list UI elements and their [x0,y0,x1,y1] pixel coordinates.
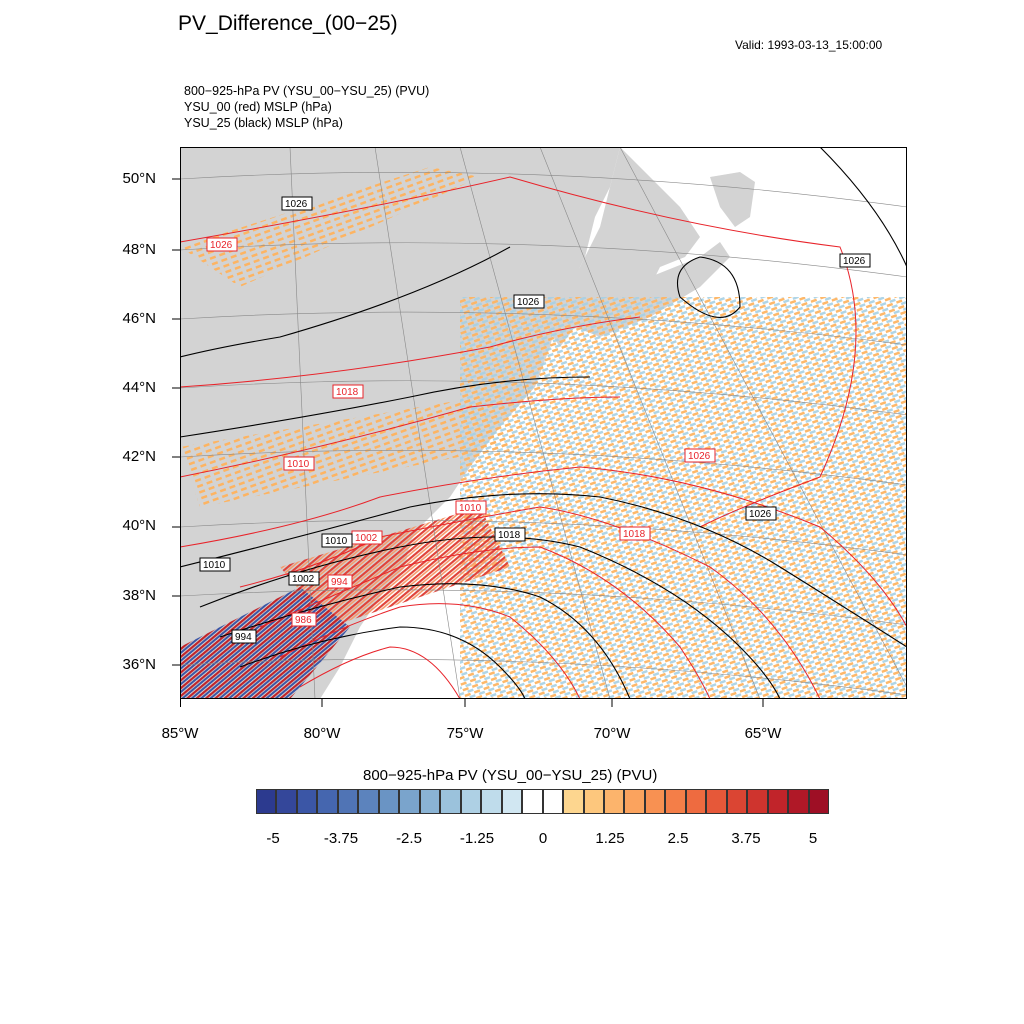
colorbar-swatch [747,789,767,814]
label-red-986 [292,613,316,626]
lon-ticks [180,699,907,713]
label-red-1002 [352,531,382,544]
label-red-1018-a [333,385,363,398]
svg-text:1026: 1026 [749,509,772,520]
colorbar-tick-label: 3.75 [731,830,761,847]
lat-label-44n: 44°N [122,379,156,396]
label-black-1026-c [840,254,870,267]
colorbar [256,789,829,814]
colorbar-title: 800−925-hPa PV (YSU_00−YSU_25) (PVU) [363,767,658,784]
label-red-1026-a [207,238,237,251]
pv-negative-field [460,297,907,699]
svg-text:1018: 1018 [498,530,521,541]
lat-label-50n: 50°N [122,170,156,187]
colorbar-swatch [809,789,829,814]
label-black-1010-a [322,534,352,547]
colorbar-swatch [461,789,481,814]
label-black-1026-d [746,507,776,520]
label-black-1026-b [514,295,544,308]
colorbar-swatch [768,789,788,814]
label-black-994 [232,630,256,643]
colorbar-swatch [686,789,706,814]
label-red-1010-b [456,501,486,514]
colorbar-tick-label: 1.25 [595,830,625,847]
svg-text:994: 994 [331,577,348,588]
colorbar-tick-label: -2.5 [396,830,422,847]
label-red-1018-b [620,527,650,540]
label-black-1002 [289,572,319,585]
colorbar-tick-label: 5 [808,830,818,847]
colorbar-swatch [624,789,644,814]
subtitle-pv: 800−925-hPa PV (YSU_00−YSU_25) (PVU) [184,84,430,98]
colorbar-swatch [379,789,399,814]
svg-text:1010: 1010 [287,459,310,470]
svg-text:1026: 1026 [210,240,233,251]
valid-time: Valid: 1993-03-13_15:00:00 [735,38,883,52]
lat-label-36n: 36°N [122,656,156,673]
svg-text:1026: 1026 [688,451,711,462]
colorbar-swatch [788,789,808,814]
colorbar-swatch [481,789,501,814]
map-panel [180,147,907,699]
svg-text:1018: 1018 [623,529,646,540]
colorbar-swatch [727,789,747,814]
svg-text:1010: 1010 [325,536,348,547]
chart-title: PV_Difference_(00−25) [178,12,398,35]
colorbar-swatch [665,789,685,814]
lat-label-48n: 48°N [122,241,156,258]
svg-text:1002: 1002 [292,574,315,585]
colorbar-swatch [563,789,583,814]
colorbar-swatch [297,789,317,814]
lon-label-70w: 70°W [593,725,631,742]
colorbar-swatch [502,789,522,814]
svg-text:1010: 1010 [203,560,226,571]
lat-ticks [160,147,182,699]
colorbar-swatch [584,789,604,814]
label-black-1018 [495,528,525,541]
svg-text:1010: 1010 [459,503,482,514]
lon-label-80w: 80°W [303,725,341,742]
lon-label-85w: 85°W [161,725,199,742]
colorbar-tick-label: -3.75 [323,830,359,847]
colorbar-swatch [276,789,296,814]
label-red-994 [328,575,352,588]
colorbar-swatch [399,789,419,814]
colorbar-swatch [256,789,276,814]
svg-text:1018: 1018 [336,387,359,398]
colorbar-swatch [706,789,726,814]
colorbar-swatch [338,789,358,814]
svg-text:1002: 1002 [355,533,378,544]
colorbar-swatch [317,789,337,814]
label-red-1010-a [284,457,314,470]
label-black-1026-a [282,197,312,210]
svg-text:986: 986 [295,615,312,626]
colorbar-swatch [420,789,440,814]
colorbar-swatch [543,789,563,814]
lat-label-40n: 40°N [122,517,156,534]
colorbar-swatch [358,789,378,814]
colorbar-tick-label: -5 [266,830,280,847]
colorbar-swatch [604,789,624,814]
svg-text:1026: 1026 [843,256,866,267]
colorbar-swatch [440,789,460,814]
label-black-1010-b [200,558,230,571]
lat-label-42n: 42°N [122,448,156,465]
subtitle-black-mslp: YSU_25 (black) MSLP (hPa) [184,116,343,130]
subtitle-red-mslp: YSU_00 (red) MSLP (hPa) [184,100,332,114]
svg-text:994: 994 [235,632,252,643]
lon-label-75w: 75°W [446,725,484,742]
colorbar-tick-label: -1.25 [459,830,495,847]
colorbar-tick-label: 0 [538,830,548,847]
colorbar-swatch [522,789,542,814]
lon-label-65w: 65°W [744,725,782,742]
label-red-1026-b [685,449,715,462]
colorbar-tick-label: 2.5 [667,830,689,847]
lat-label-38n: 38°N [122,587,156,604]
lat-label-46n: 46°N [122,310,156,327]
svg-text:1026: 1026 [517,297,540,308]
svg-text:1026: 1026 [285,199,308,210]
colorbar-swatch [645,789,665,814]
